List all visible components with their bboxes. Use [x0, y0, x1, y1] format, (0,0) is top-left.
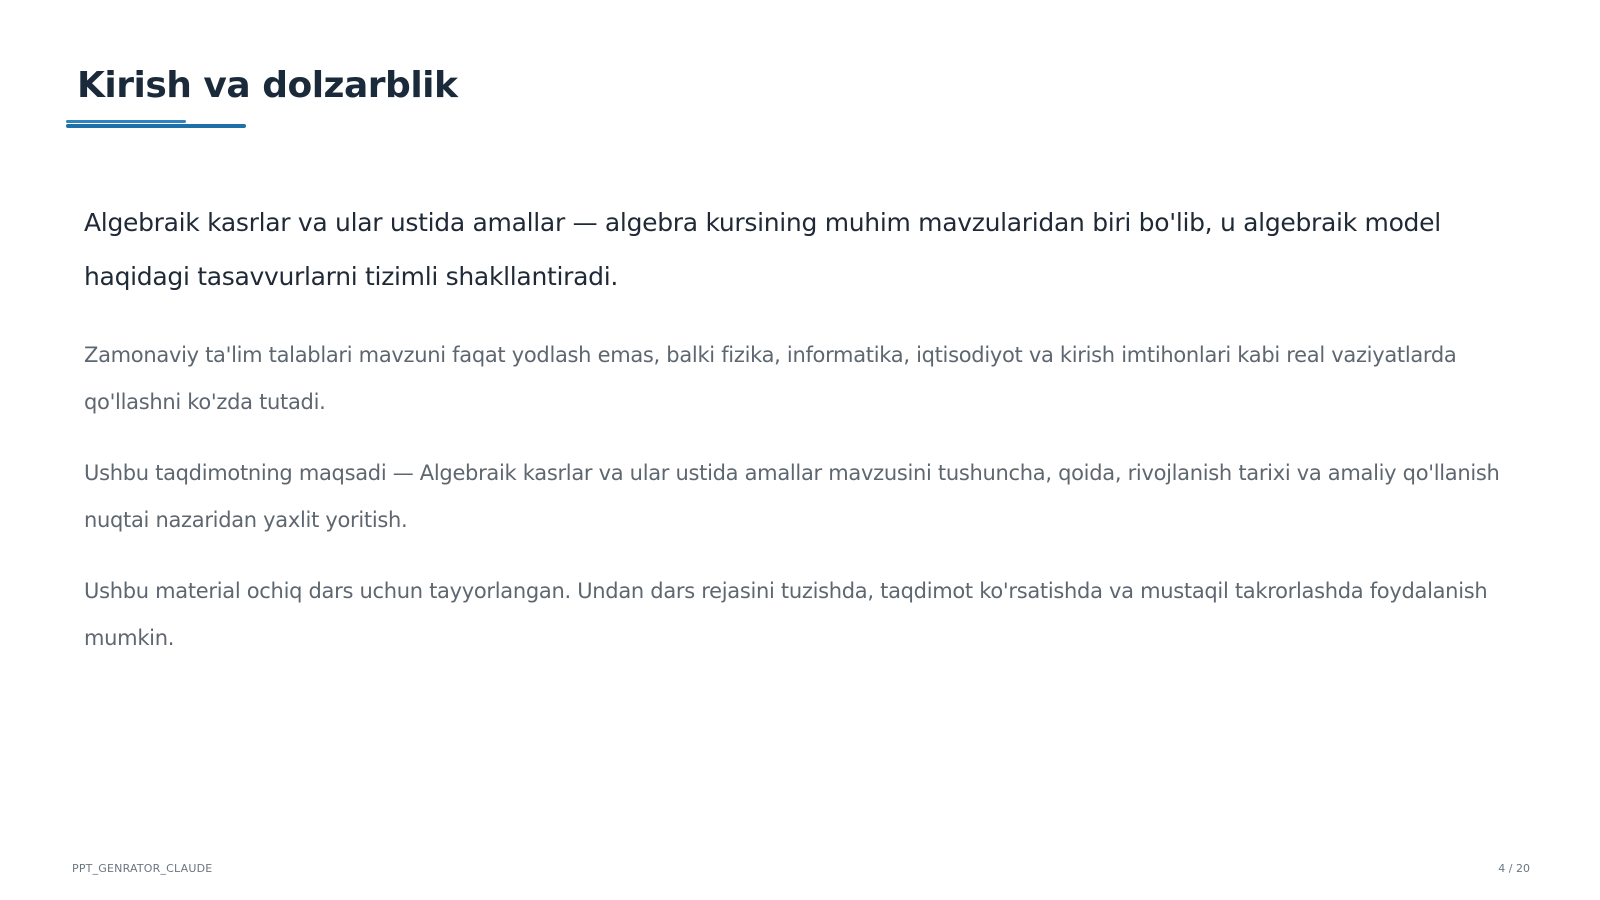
body-paragraph-2: Ushbu taqdimotning maqsadi — Algebraik kasrlar va ular ustida amallar mavzusini tushuncha, qoida, rivojlanish tarixi va amaliy qo'llanish nuqtai nazaridan yaxlit yoritish.: [84, 461, 1500, 532]
footer-source: PPT_GENRATOR_CLAUDE: [72, 862, 213, 875]
slide-content: [84, 196, 1514, 686]
body-paragraph-3: Ushbu material ochiq dars uchun tayyorlangan. Undan dars rejasini tuzishda, taqdimot ko'rsatishda va mustaqil takrorlashda foydalanish mumkin.: [84, 579, 1488, 650]
body-paragraph-1: Zamonaviy ta'lim talablari mavzuni faqat yodlash emas, balki fizika, informatika, iqtisodiyot va kirish imtihonlari kabi real vaziyatlarda qo'llashni ko'zda tutadi.: [84, 343, 1457, 414]
page-number: 4 / 20: [1498, 862, 1530, 875]
lead-paragraph: Algebraik kasrlar va ular ustida amallar — algebra kursining muhim mavzularidan biri bo'lib, u algebraik model haqidagi tasavvurlarni tizimli shakllantiradi.: [84, 208, 1441, 291]
slide-title: Kirish va dolzarblik: [77, 65, 458, 106]
title-underline: [66, 124, 246, 128]
title-underline-accent: [66, 120, 186, 123]
